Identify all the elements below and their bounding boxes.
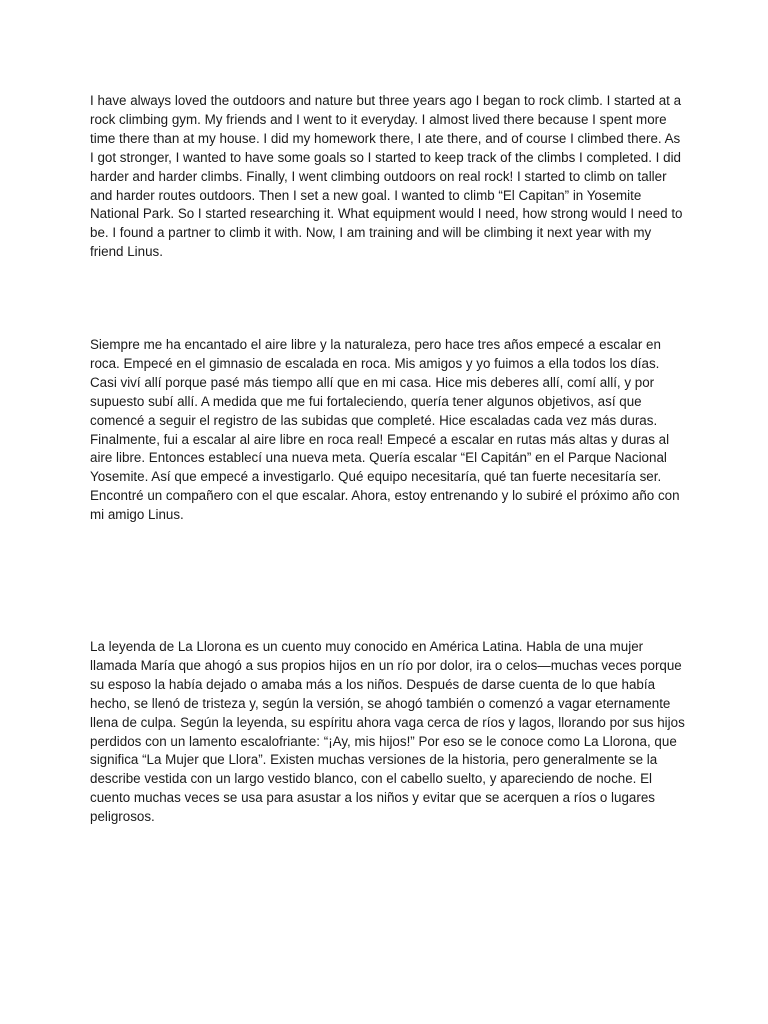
paragraph-la-llorona: La leyenda de La Llorona es un cuento muy conocido en América Latina. Habla de una mujer llamada María que ahogó a sus propios hijos en un río por dolor, ira o celos—muchas veces porque su esposo la había dejado o amaba más a los niños. Después de darse cuenta de lo que había hecho, se llenó de tristeza y, según la versión, se ahogó también o comenzó a vagar eternamente llena de culpa. Según la leyenda, su espíritu ahora vaga cerca de ríos y lagos, llorando por sus hijos perdidos con un lamento escalofriante: “¡Ay, mis hijos!” Por eso se le conoce como La Llorona, que significa “La Mujer que Llora”. Existen muchas versiones de la historia, pero generalmente se la describe vestida con un largo vestido blanco, con el cabello suelto, y apareciendo de noche. El cuento muchas veces se usa para asustar a los niños y evitar que se acerquen a ríos o lugares peligrosos. — [90, 639, 685, 825]
paragraph-spanish-climbing: Siempre me ha encantado el aire libre y la naturaleza, pero hace tres años empecé a escalar en roca. Empecé en el gimnasio de escalada en roca. Mis amigos y yo fuimos a ella todos los días. Casi viví allí porque pasé más tiempo allí que en mi casa. Hice mis deberes allí, comí allí, y por supuesto subí allí. A medida que me fui fortaleciendo, quería tener algunos objetivos, así que comencé a seguir el registro de las subidas que completé. Hice escaladas cada vez más duras. Finalmente, fui a escalar al aire libre en roca real! Empecé a escalar en rutas más altas y duras al aire libre. Entonces establecí una nueva meta. Quería escalar “El Capitán” en el Parque Nacional Yosemite. Así que empecé a investigarlo. Qué equipo necesitaría, qué tan fuerte necesitaría ser. Encontré un compañero con el que escalar. Ahora, estoy entrenando y lo subiré el próximo año con mi amigo Linus. — [90, 337, 680, 523]
paragraph-english-climbing: I have always loved the outdoors and nature but three years ago I began to rock climb. I started at a rock climbing gym. My friends and I went to it everyday. I almost lived there because I spent more time there than at my house. I did my homework there, I ate there, and of course I climbed there. As I got stronger, I wanted to have some goals so I started to keep track of the climbs I completed. I did harder and harder climbs. Finally, I went climbing outdoors on real rock! I started to climb on taller and harder routes outdoors. Then I set a new goal. I wanted to climb “El Capitan” in Yosemite National Park. So I started researching it. What equipment would I need, how strong would I need to be. I found a partner to climb it with. Now, I am training and will be climbing it next year with my friend Linus. — [90, 93, 683, 260]
